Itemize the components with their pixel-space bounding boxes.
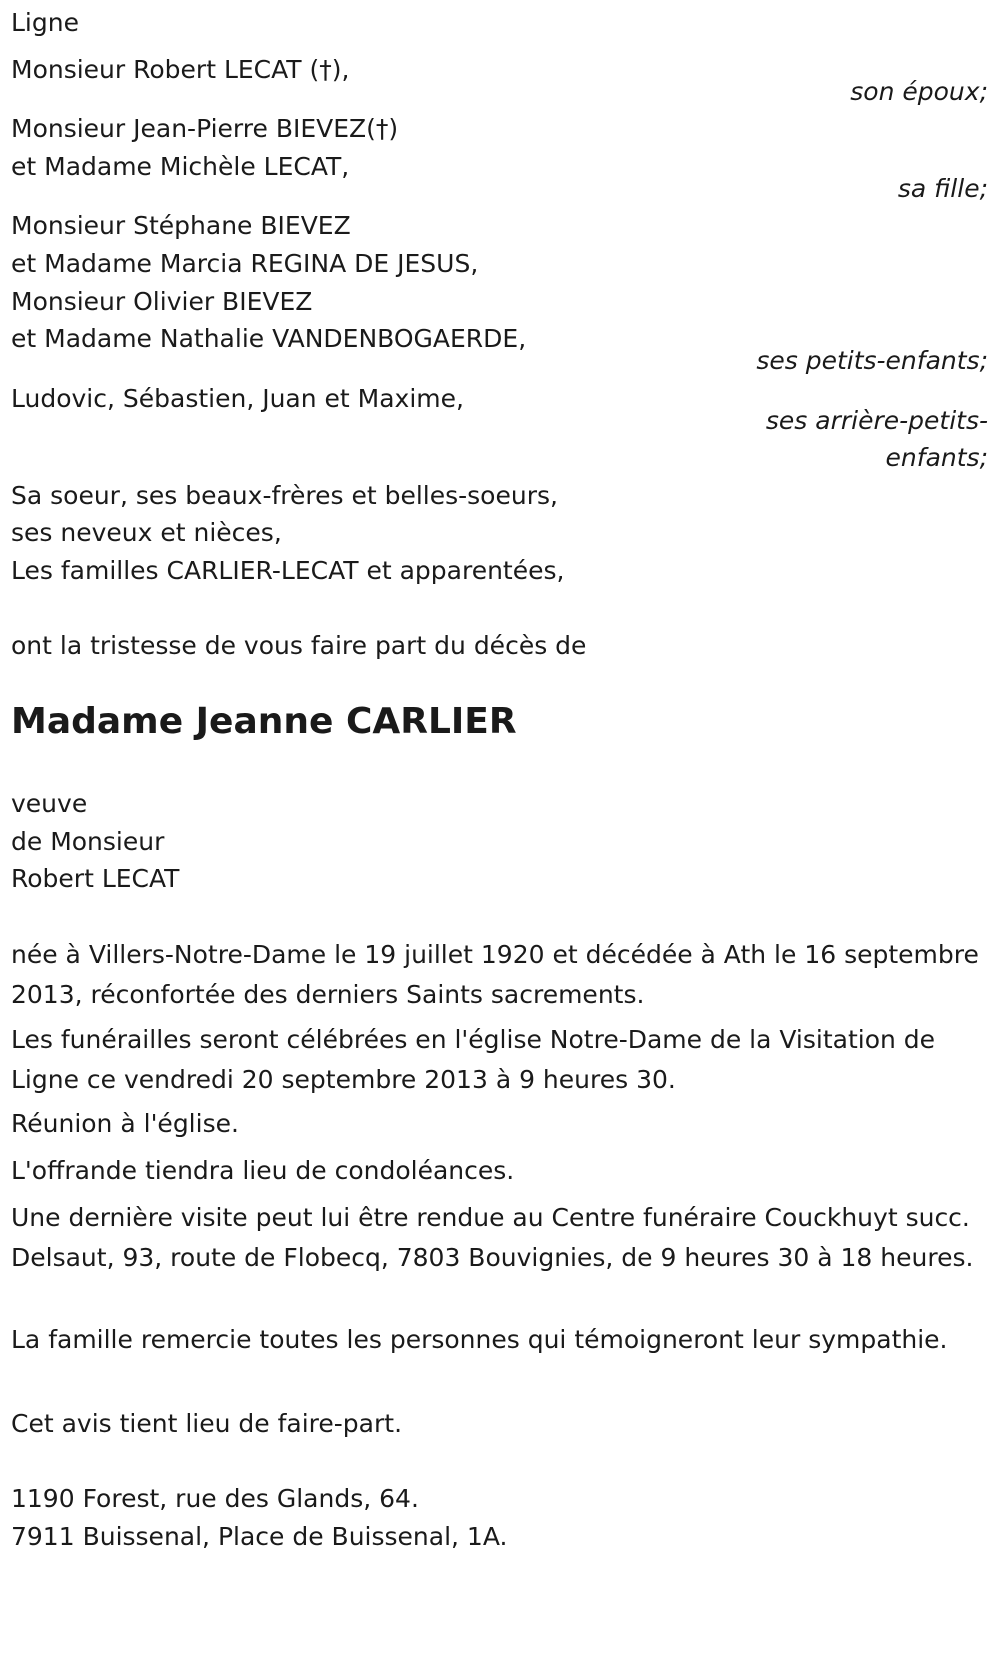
family-great-grandchildren-names: Ludovic, Sébastien, Juan et Maxime,: [11, 384, 464, 413]
family-grandchildren-role: ses petits-enfants;: [756, 346, 988, 375]
visit-paragraph: Une dernière visite peut lui être rendue au Centre funéraire Couckhuyt succ. Delsaut, 93, route de Flobecq, 7803 Bouvignies, de 9 heures 30 à 18 heures.: [11, 1203, 974, 1272]
family-daughter-line-2: et Madame Michèle LECAT,: [11, 152, 350, 181]
relatives-line-2: ses neveux et nièces,: [11, 518, 282, 547]
family-daughter-line-1: Monsieur Jean-Pierre BIEVEZ(†): [11, 114, 399, 143]
offering-paragraph: L'offrande tiendra lieu de condoléances.: [11, 1156, 515, 1185]
announcement-text: ont la tristesse de vous faire part du décès de: [11, 631, 587, 660]
deceased-name: Madame Jeanne CARLIER: [11, 701, 517, 742]
relatives-line-3: Les familles CARLIER-LECAT et apparentées,: [11, 556, 565, 585]
relatives-line-1: Sa soeur, ses beaux-frères et belles-soeurs,: [11, 481, 558, 510]
family-grandchildren-line-2: et Madame Marcia REGINA DE JESUS,: [11, 249, 479, 278]
meeting-paragraph: Réunion à l'église.: [11, 1109, 239, 1138]
place-heading: Ligne: [11, 8, 79, 37]
birth-death-paragraph: née à Villers-Notre-Dame le 19 juillet 1920 et décédée à Ath le 16 septembre 2013, réconfortée des derniers Saints sacrements.: [11, 940, 979, 1009]
family-daughter-role: sa fille;: [897, 174, 988, 203]
family-grandchildren-line-1: Monsieur Stéphane BIEVEZ: [11, 211, 351, 240]
thanks-paragraph: La famille remercie toutes les personnes qui témoigneront leur sympathie.: [11, 1325, 948, 1354]
family-great-grandchildren-role-line-1: ses arrière-petits-: [765, 406, 988, 435]
address-line-2: 7911 Buissenal, Place de Buissenal, 1A.: [11, 1522, 508, 1551]
family-spouse-name: Monsieur Robert LECAT (†),: [11, 55, 350, 84]
family-great-grandchildren-role-line-2: enfants;: [885, 443, 988, 472]
address-line-1: 1190 Forest, rue des Glands, 64.: [11, 1484, 419, 1513]
funeral-paragraph: Les funérailles seront célébrées en l'église Notre-Dame de la Visitation de Ligne ce vendredi 20 septembre 2013 à 9 heures 30.: [11, 1025, 936, 1094]
notice-paragraph: Cet avis tient lieu de faire-part.: [11, 1409, 403, 1438]
widow-line-2: de Monsieur: [11, 827, 165, 856]
family-grandchildren-line-3: Monsieur Olivier BIEVEZ: [11, 287, 313, 316]
family-grandchildren-line-4: et Madame Nathalie VANDENBOGAERDE,: [11, 324, 527, 353]
family-spouse-role: son époux;: [850, 77, 988, 106]
widow-line-3: Robert LECAT: [11, 864, 180, 893]
widow-line-1: veuve: [11, 789, 88, 818]
